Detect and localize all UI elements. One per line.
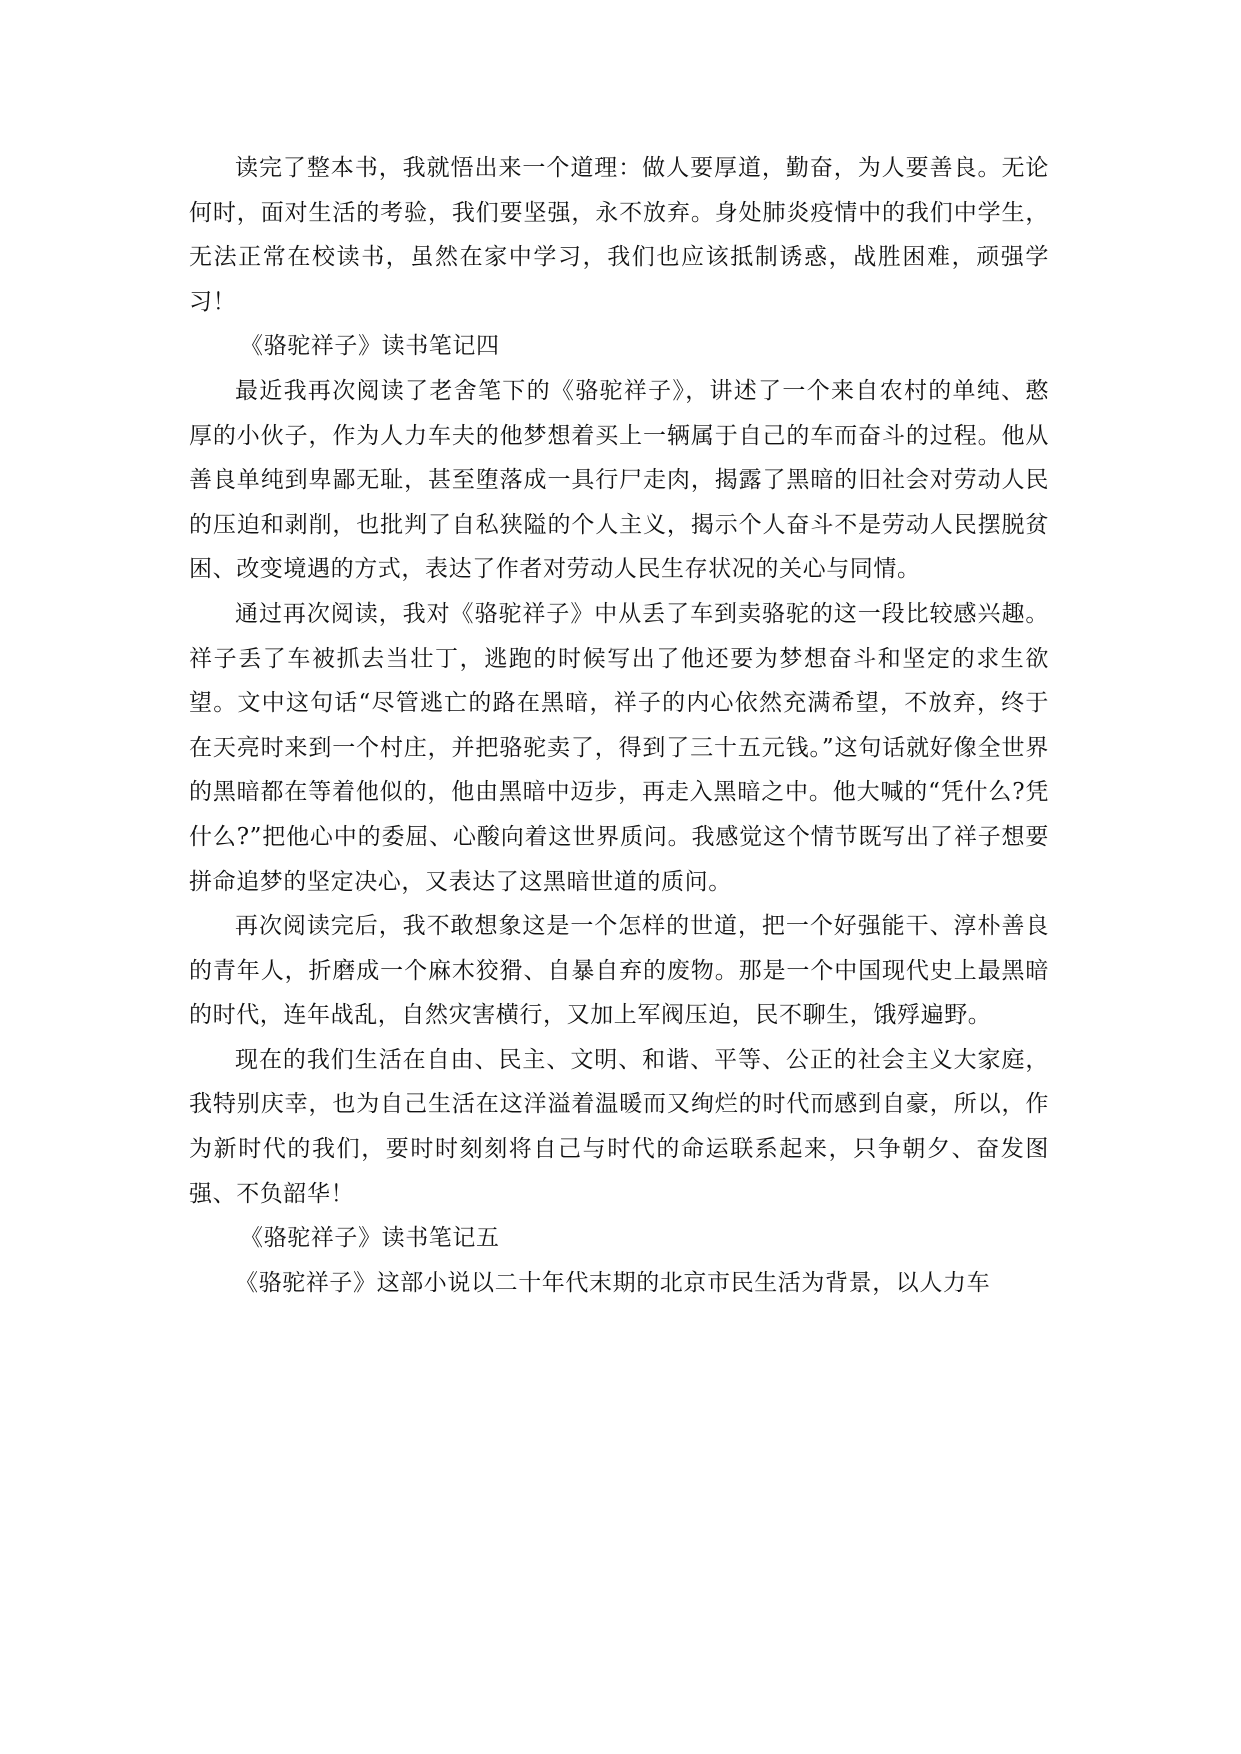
- paragraph-intro-five: 《骆驼祥子》这部小说以二十年代末期的北京市民生活为背景，以人力车: [235, 1269, 991, 1296]
- section-heading-note-five: 《骆驼祥子》读书笔记五: [240, 1225, 500, 1252]
- paragraph-summary: 最近我再次阅读了老舍笔下的《骆驼祥子》，讲述了一个来自农村的单纯、憨厚的小伙子，作为人力车夫的他梦想着买上一辆属于自己的车而奋斗的过程。他从善良单纯到卑鄙无耻，甚至堕落成一具行尸走肉，揭露了黑暗的旧社会对劳动人民的压迫和剥削，也批判了自私狭隘的个人主义，揭示个人奋斗不是劳动人民摆脱贫困、改变境遇的方式，表达了作者对劳动人民生存状况的关心与同情。: [189, 377, 1049, 583]
- section-heading-note-four: 《骆驼祥子》读书笔记四: [240, 333, 500, 360]
- paragraph-conclusion: 读完了整本书，我就悟出来一个道理：做人要厚道，勤奋，为人要善良。无论何时，面对生活的考验，我们要坚强，永不放弃。身处肺炎疫情中的我们中学生，无法正常在校读书，虽然在家中学习，我们也应该抵制诱惑，战胜困难，顽强学习！: [189, 155, 1049, 315]
- document-body: [189, 146, 1049, 1305]
- paragraph-era: 再次阅读完后，我不敢想象这是一个怎样的世道，把一个好强能干、淳朴善良的青年人，折磨成一个麻木狡猾、自暴自弃的废物。那是一个中国现代史上最黑暗的时代，连年战乱，自然灾害横行，又加上军阀压迫，民不聊生，饿殍遍野。: [189, 913, 1049, 1029]
- paragraph-reflection: 通过再次阅读，我对《骆驼祥子》中从丢了车到卖骆驼的这一段比较感兴趣。祥子丢了车被抓去当壮丁，逃跑的时候写出了他还要为梦想奋斗和坚定的求生欲望。文中这句话“尽管逃亡的路在黑暗，祥子的内心依然充满希望，不放弃，终于在天亮时来到一个村庄，并把骆驼卖了，得到了三十五元钱。”这句话就好像全世界的黑暗都在等着他似的，他由黑暗中迈步，再走入黑暗之中。他大喊的“凭什么?凭什么?”把他心中的委屈、心酸向着这世界质问。我感觉这个情节既写出了祥子想要拼命追梦的坚定决心，又表达了这黑暗世道的质问。: [189, 600, 1049, 895]
- paragraph-present: 现在的我们生活在自由、民主、文明、和谐、平等、公正的社会主义大家庭，我特别庆幸，也为自己生活在这洋溢着温暖而又绚烂的时代而感到自豪，所以，作为新时代的我们，要时时刻刻将自己与时代的命运联系起来，只争朝夕、奋发图强、不负韶华！: [189, 1046, 1049, 1207]
